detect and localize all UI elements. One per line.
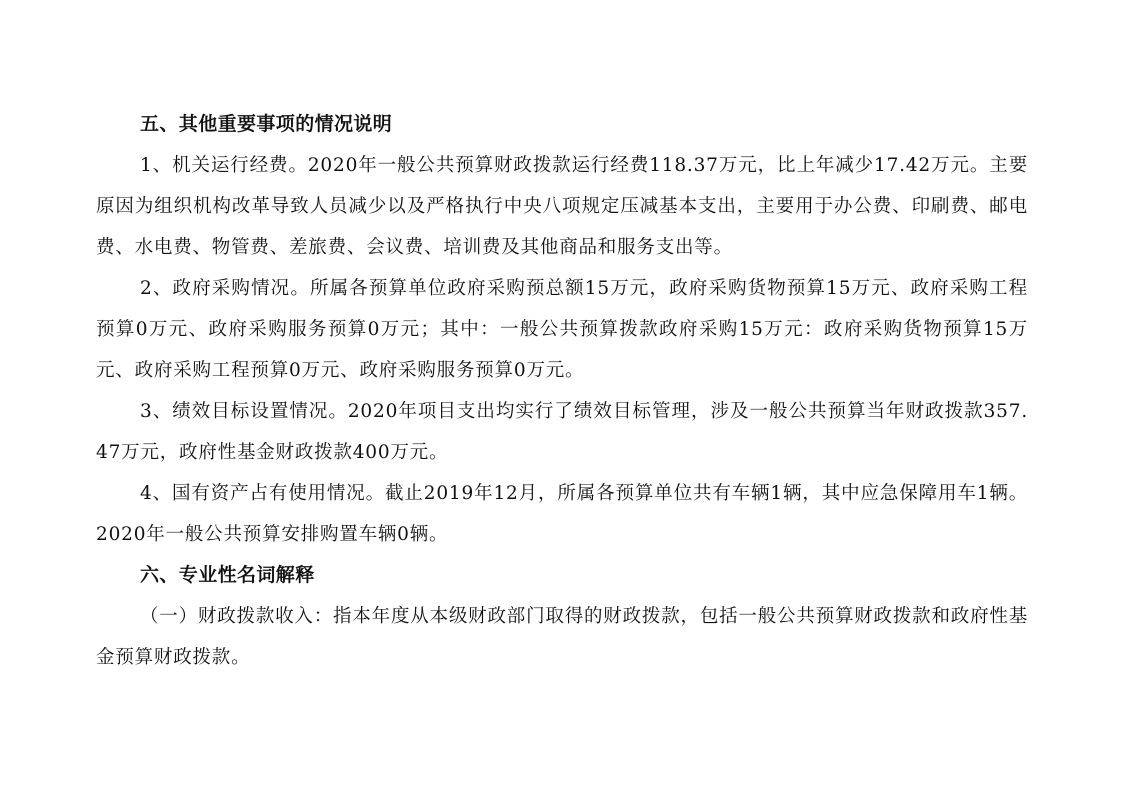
section-heading-glossary: 六、专业性名词解释 <box>140 564 315 586</box>
section-heading-other-important-matters: 五、其他重要事项的情况说明 <box>140 113 393 135</box>
paragraph-operating-expenses: 1、机关运行经费。2020年一般公共预算财政拨款运行经费118.37万元，比上年减少17.42万元。主要原因为组织机构改革导致人员减少以及严格执行中央八项规定压减基本支出，主要用于办公费、印刷费、邮电费、水电费、物管费、差旅费、会议费、培训费及其他商品和服务支出等。 <box>96 155 1028 258</box>
paragraph-fiscal-appropriation-income: （一）财政拨款收入：指本年度从本级财政部门取得的财政拨款，包括一般公共预算财政拨款和政府性基金预算财政拨款。 <box>96 606 1028 668</box>
paragraph-government-procurement: 2、政府采购情况。所属各预算单位政府采购预总额15万元，政府采购货物预算15万元、政府采购工程预算0万元、政府采购服务预算0万元；其中：一般公共预算拨款政府采购15万元：政府采购货物预算15万元、政府采购工程预算0万元、政府采购服务预算0万元。 <box>96 278 1028 381</box>
paragraph-performance-goals: 3、绩效目标设置情况。2020年项目支出均实行了绩效目标管理，涉及一般公共预算当年财政拨款357.47万元，政府性基金财政拨款400万元。 <box>96 401 1028 463</box>
paragraph-state-assets: 4、国有资产占有使用情况。截止2019年12月，所属各预算单位共有车辆1辆，其中应急保障用车1辆。2020年一般公共预算安排购置车辆0辆。 <box>96 483 1028 545</box>
document-content <box>96 104 1028 678</box>
